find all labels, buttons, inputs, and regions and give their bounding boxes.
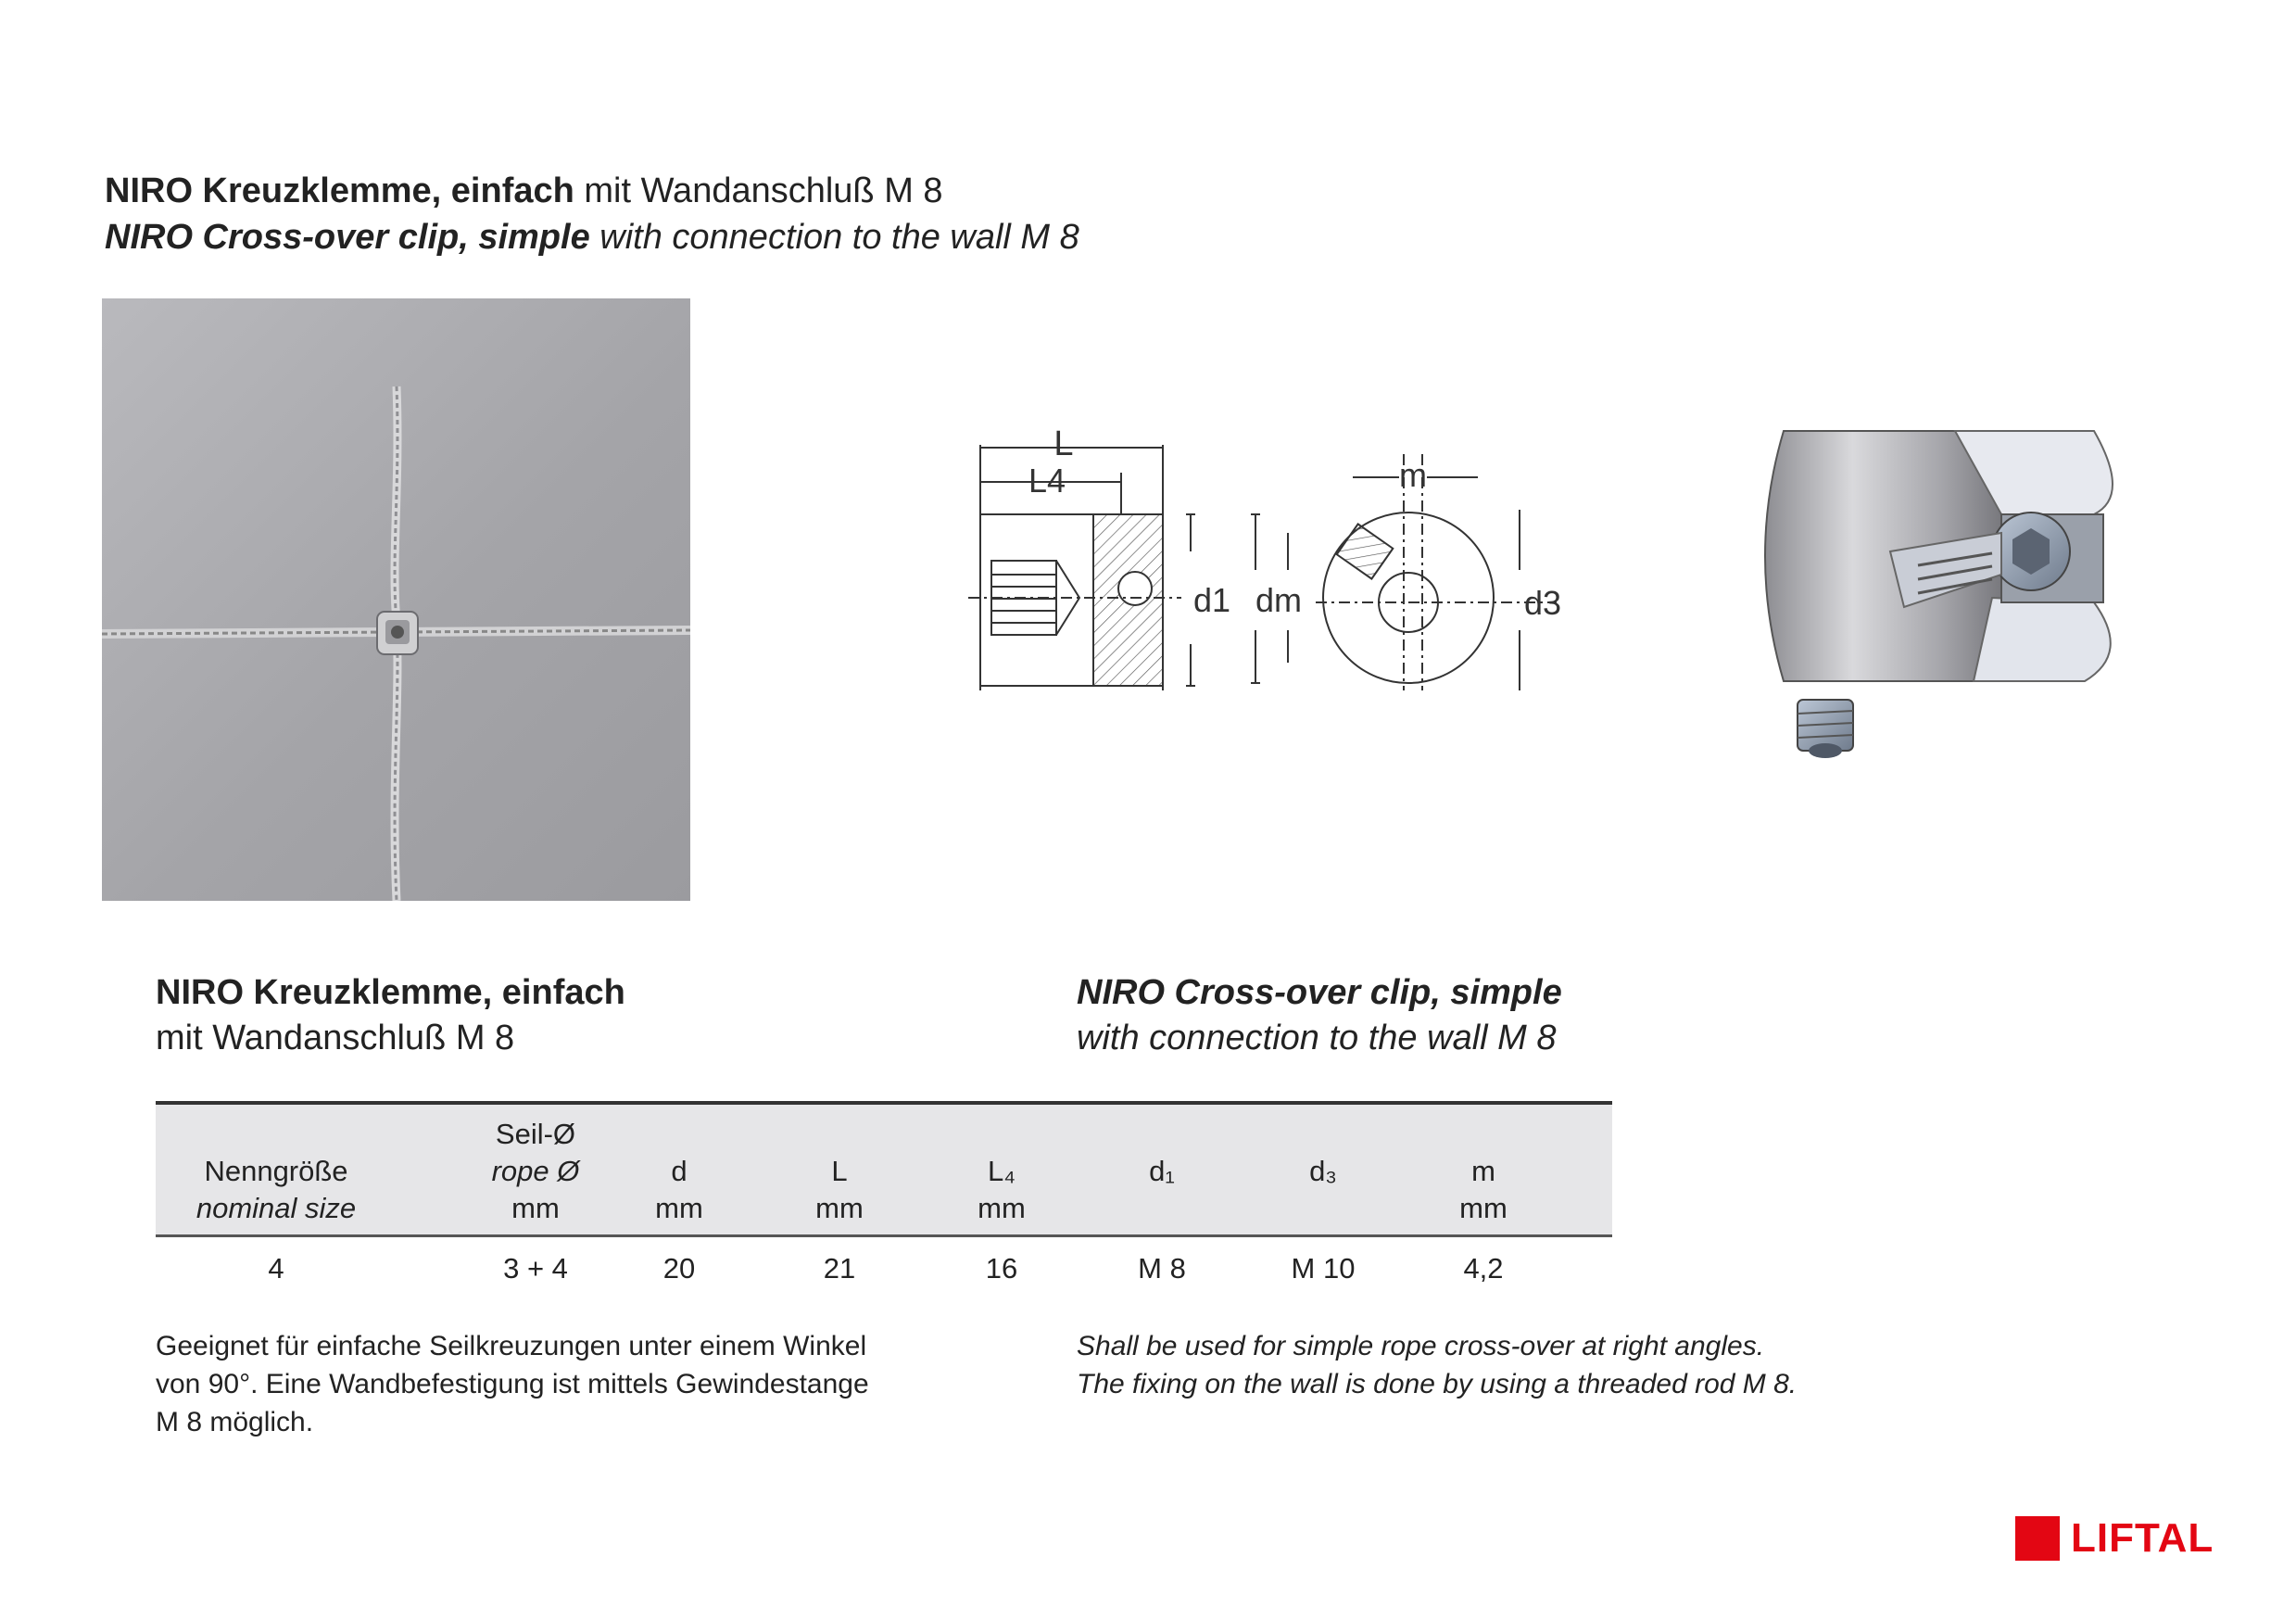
cell-d1: M 8 [1138,1252,1186,1285]
label-d3: d3 [1523,584,1562,622]
header-d3: d₃ [1309,1155,1337,1187]
side-view [968,445,1195,690]
header-nominal-size: Nenngröße nominal size [196,1155,357,1224]
label-L4: L4 [1028,462,1066,500]
cell-L4: 16 [985,1252,1018,1285]
label-L: L [1053,424,1074,463]
table-header [156,1105,1612,1234]
subheading-german [156,973,625,1058]
subheading-german-title: NIRO Kreuzklemme, einfach [156,973,625,1012]
cell-L: 21 [823,1252,856,1285]
header-L4: L₄ mm [978,1155,1026,1224]
cell-m: 4,2 [1463,1252,1504,1285]
header-rope-diameter: Seil-Ø rope Ø mm [491,1118,580,1224]
cell-rope-diameter: 3 + 4 [503,1252,568,1285]
header-L: L mm [815,1155,864,1224]
title-english [105,218,1079,258]
table-row [156,1237,1612,1300]
description-english: Shall be used for simple rope cross-over at right angles. The fixing on the wall is done by using a threaded rod M 8. [1077,1331,1798,1399]
subheading-english-title: NIRO Cross-over clip, simple [1077,973,1562,1012]
header-d: d mm [655,1155,703,1224]
header-d1: d₁ [1149,1155,1175,1187]
cell-d3: M 10 [1291,1252,1356,1285]
clip-3d-illustration [1696,385,2214,802]
product-photo [102,298,690,901]
logo-square-icon [2015,1516,2060,1561]
label-dm: dm [1255,581,1303,619]
spec-table [156,1101,1612,1300]
cell-nominal-size: 4 [268,1252,284,1285]
liftal-logo [2015,1515,2214,1562]
cell-d: 20 [662,1252,696,1285]
label-m: m [1399,456,1427,494]
label-d1: d1 [1192,581,1231,619]
subheading-english-subtitle: with connection to the wall M 8 [1077,1019,1557,1057]
title-german-bold: NIRO Kreuzklemme, einfach [105,171,574,210]
logo-text: LIFTAL [2071,1515,2214,1561]
description-german: Geeignet für einfache Seilkreuzungen unter einem Winkel von 90°. Eine Wandbefestigung ist mittels Gewindestange M 8 möglich. [156,1331,869,1437]
title-english-rest: with connection to the wall M 8 [589,218,1079,257]
title-english-bold: NIRO Cross-over clip, simple [105,218,590,257]
title-german [105,171,943,211]
dimension-drawing [964,422,1575,700]
cross-clip-photo-illustration [102,298,690,901]
subheading-german-subtitle: mit Wandanschluß M 8 [156,1019,515,1057]
subheading-english [1077,973,1562,1058]
title-german-rest: mit Wandanschluß M 8 [574,171,943,210]
technical-drawing [964,422,1575,700]
header-m: m mm [1459,1155,1508,1224]
product-render [1696,385,2214,802]
